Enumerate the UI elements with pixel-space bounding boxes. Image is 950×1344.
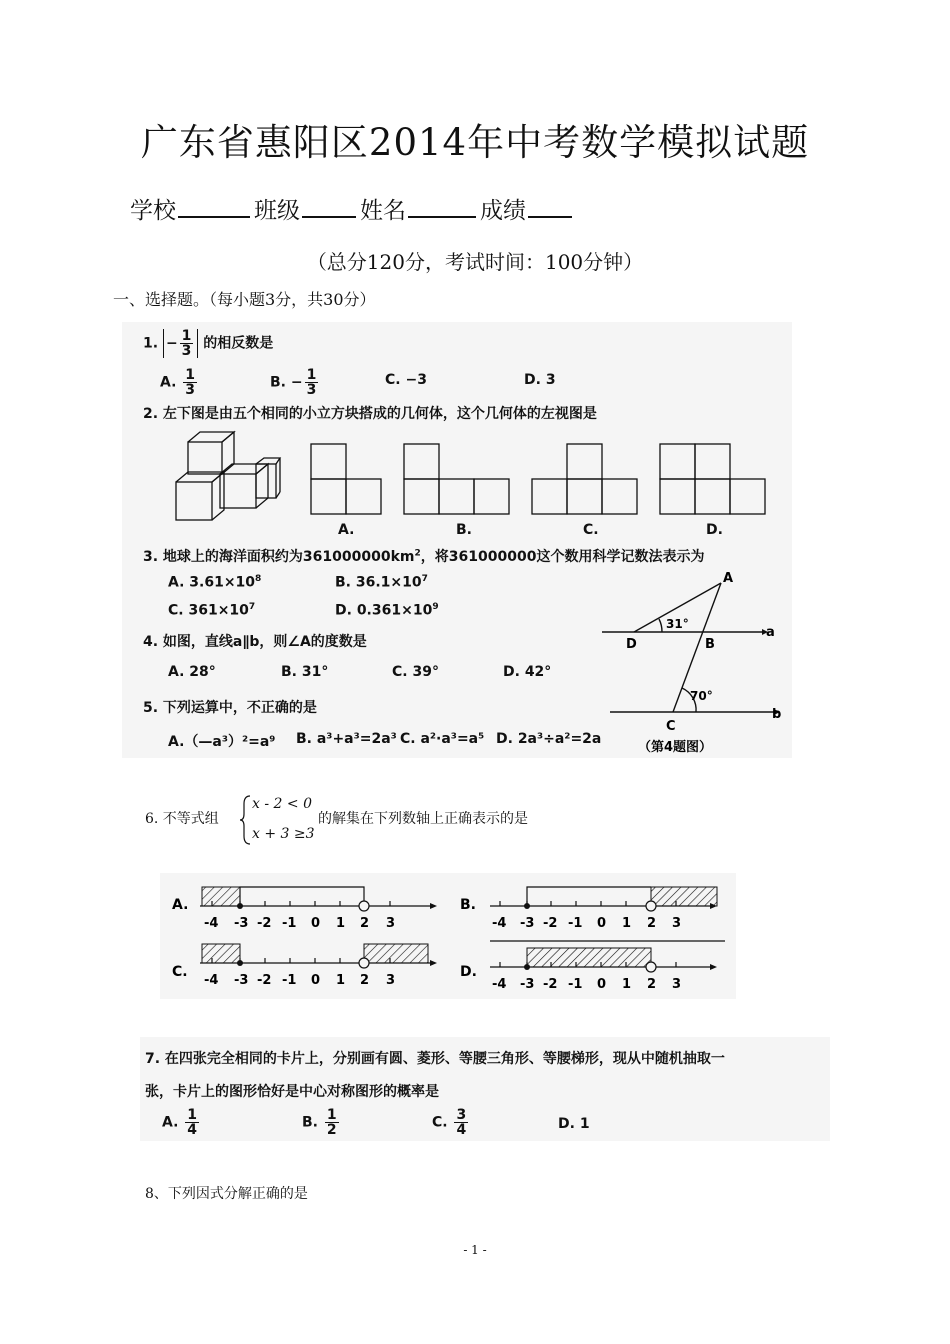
name-label: 姓名 xyxy=(360,198,406,224)
label-D: D xyxy=(626,637,637,652)
svg-text:2: 2 xyxy=(360,916,370,931)
school-blank[interactable] xyxy=(178,196,250,218)
q7-option-d[interactable]: D. 1 xyxy=(558,1116,590,1132)
question-6-suffix: 的解集在下列数轴上正确表示的是 xyxy=(318,811,528,827)
svg-text:-3: -3 xyxy=(520,977,535,992)
question-8: 8、下列因式分解正确的是 xyxy=(145,1186,308,1202)
q2-option-a-figure xyxy=(311,444,381,514)
svg-text:1: 1 xyxy=(336,916,346,931)
angle-70: 70° xyxy=(690,689,713,703)
q2-option-a[interactable]: A. xyxy=(338,522,355,538)
numberline-a xyxy=(172,887,437,931)
svg-text:-2: -2 xyxy=(257,973,272,988)
q1-option-d[interactable]: D. 3 xyxy=(524,372,556,388)
q7-option-c[interactable]: C. $\frac{3}{4}$ xyxy=(432,1107,467,1138)
q1-option-a[interactable]: A. $\frac{1}{3}$ xyxy=(160,367,196,398)
svg-text:-3: -3 xyxy=(234,973,249,988)
q2-option-d[interactable]: D. xyxy=(706,522,723,538)
svg-text:-1: -1 xyxy=(282,973,297,988)
svg-text:0: 0 xyxy=(597,916,607,931)
svg-text:-4: -4 xyxy=(492,977,507,992)
q4-option-b[interactable]: B. 31° xyxy=(281,664,329,680)
q4-option-a[interactable]: A. 28° xyxy=(168,664,216,680)
question-7-line-1: 7. 在四张完全相同的卡片上，分别画有圆、菱形、等腰三角形、等腰梯形，现从中随机抽取一 xyxy=(145,1051,725,1067)
svg-text:D.: D. xyxy=(460,964,477,980)
svg-text:3: 3 xyxy=(672,916,682,931)
class-label: 班级 xyxy=(254,198,300,224)
question-7-line-2: 张，卡片上的图形恰好是中心对称图形的概率是 xyxy=(145,1084,439,1100)
svg-text:0: 0 xyxy=(597,977,607,992)
svg-text:-3: -3 xyxy=(234,916,249,931)
q1-option-b[interactable]: B. − $\frac{1}{3}$ xyxy=(270,367,317,398)
figure-caption: （第4题图） xyxy=(638,740,713,755)
q5-option-b[interactable]: B. a³+a³=2a³ xyxy=(296,731,397,747)
q5-option-a[interactable]: A.（—a³）²=a⁹ xyxy=(168,734,276,750)
question-4: 4. 如图，直线a∥b，则∠A的度数是 xyxy=(143,634,367,650)
q3-option-d[interactable]: D. $0.361\times 10^9$ xyxy=(335,602,439,619)
label-A: A xyxy=(723,571,734,586)
question-2: 2. 左下图是由五个相同的小立方块搭成的几何体，这个几何体的左视图是 xyxy=(143,406,597,422)
inequality-2: x + 3 ≥3 xyxy=(252,826,315,842)
svg-text:3: 3 xyxy=(672,977,682,992)
q1-option-c[interactable]: C. −3 xyxy=(385,372,427,388)
svg-text:-4: -4 xyxy=(204,973,219,988)
svg-text:0: 0 xyxy=(311,973,321,988)
svg-text:3: 3 xyxy=(386,973,396,988)
question-5: 5. 下列运算中，不正确的是 xyxy=(143,700,317,716)
svg-text:1: 1 xyxy=(622,977,632,992)
q4-option-d[interactable]: D. 42° xyxy=(503,664,552,680)
q7-option-b[interactable]: B. $\frac{1}{2}$ xyxy=(302,1107,337,1138)
svg-text:1: 1 xyxy=(336,973,346,988)
svg-text:-1: -1 xyxy=(568,916,583,931)
score-blank[interactable] xyxy=(528,196,572,218)
school-label: 学校 xyxy=(130,198,176,224)
time-note: （总分120分，考试时间：100分钟） xyxy=(306,250,644,274)
svg-text:-4: -4 xyxy=(204,916,219,931)
svg-text:2: 2 xyxy=(647,977,657,992)
q3-option-b[interactable]: B. $36.1\times 10^7$ xyxy=(335,574,428,591)
system-brace xyxy=(238,794,252,846)
q4-figure xyxy=(596,566,786,756)
label-line-b: b xyxy=(772,707,782,722)
section-heading: 一、选择题。（每小题3分，共30分） xyxy=(113,290,376,309)
absolute-value: − $\frac{1}{3}$ xyxy=(163,329,198,358)
q2-option-b[interactable]: B. xyxy=(456,522,472,538)
score-label: 成绩 xyxy=(480,198,526,224)
svg-text:-1: -1 xyxy=(282,916,297,931)
question-6-prefix: 6. 不等式组 xyxy=(145,811,219,827)
angle-31: 31° xyxy=(666,617,689,631)
svg-text:-3: -3 xyxy=(520,916,535,931)
question-1: 1. − $\frac{1}{3}$ 的相反数是 xyxy=(143,328,274,359)
class-blank[interactable] xyxy=(302,196,356,218)
q3-option-c[interactable]: C. $361\times 10^7$ xyxy=(168,602,256,619)
q3-option-a[interactable]: A. $3.61\times 10^8$ xyxy=(168,574,262,591)
label-line-a: a xyxy=(766,625,775,640)
inequality-1: x - 2 < 0 xyxy=(252,796,312,812)
svg-text:-2: -2 xyxy=(543,916,558,931)
svg-text:-2: -2 xyxy=(543,977,558,992)
name-blank[interactable] xyxy=(408,196,476,218)
fraction: $\frac{1}{3}$ xyxy=(181,328,192,359)
numberline-c xyxy=(172,944,437,988)
svg-text:1: 1 xyxy=(622,916,632,931)
svg-text:B.: B. xyxy=(460,897,476,913)
q2-option-b-figure xyxy=(404,444,509,514)
svg-text:A.: A. xyxy=(172,897,189,913)
cube-solid-figure xyxy=(176,432,280,520)
svg-text:2: 2 xyxy=(360,973,370,988)
svg-text:3: 3 xyxy=(386,916,396,931)
svg-text:-4: -4 xyxy=(492,916,507,931)
q2-figures xyxy=(168,422,778,542)
label-B: B xyxy=(705,637,715,652)
svg-text:0: 0 xyxy=(311,916,321,931)
question-3: 3. 地球上的海洋面积约为$361000000km^2$，将361000000这个数用科学记数法表示为 xyxy=(143,548,705,565)
q2-option-c[interactable]: C. xyxy=(583,522,599,538)
q5-option-d[interactable]: D. 2a³÷a²=2a xyxy=(496,731,602,747)
q4-option-c[interactable]: C. 39° xyxy=(392,664,439,680)
q5-option-c[interactable]: C. a²·a³=a⁵ xyxy=(400,731,485,747)
student-info-line xyxy=(130,192,576,225)
svg-text:2: 2 xyxy=(647,916,657,931)
page-number: - 1 - xyxy=(463,1243,487,1257)
numberline-d xyxy=(460,941,725,992)
svg-text:-1: -1 xyxy=(568,977,583,992)
label-C: C xyxy=(666,719,676,734)
svg-text:C.: C. xyxy=(172,964,188,980)
page-title: 广东省惠阳区2014年中考数学模拟试题 xyxy=(140,121,810,164)
q2-option-d-figure xyxy=(660,444,765,514)
svg-text:-2: -2 xyxy=(257,916,272,931)
q7-option-a[interactable]: A. $\frac{1}{4}$ xyxy=(162,1107,198,1138)
numberline-b xyxy=(460,887,717,931)
q2-option-c-figure xyxy=(532,444,637,514)
q6-numberlines xyxy=(160,873,736,999)
